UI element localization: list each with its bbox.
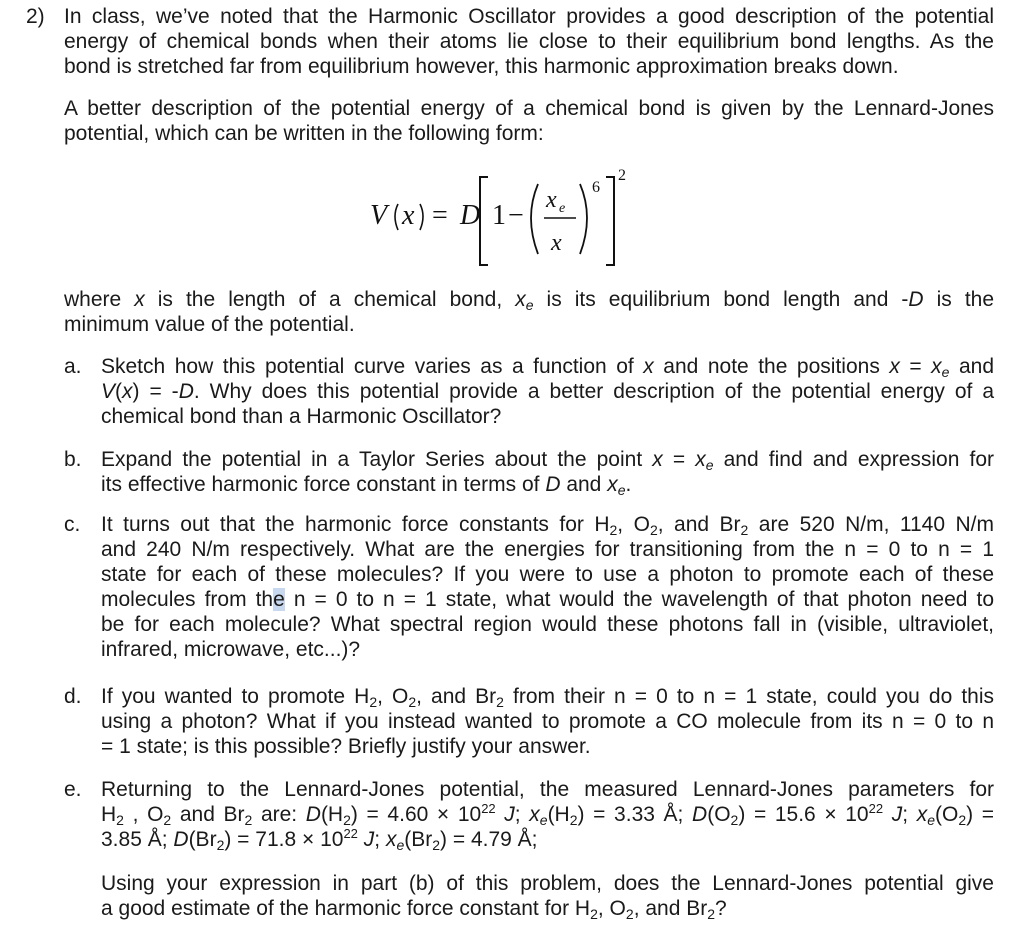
lennard-jones-equation — [370, 162, 700, 272]
svg-text:e: e — [559, 201, 566, 216]
svg-text:D: D — [460, 200, 481, 231]
svg-text:x: x — [402, 200, 415, 231]
svg-text:=: = — [432, 200, 448, 231]
part-c-line: It turns out that the harmonic force constants for $H_2$, $O_2$, and $Br_2$ are 520 N/m, 1140 N/m — [101, 513, 994, 538]
part-label: d. — [64, 685, 82, 708]
part-e-line: 3.85 Å; $D(Br_2) = 71.8 \times 10^{22}$ J; $x_e(Br_2) = 4.79$ Å; — [101, 826, 538, 853]
part-label: c. — [64, 513, 81, 536]
question-number: 2) — [26, 5, 45, 28]
svg-text:x: x — [546, 187, 557, 213]
part-c-body — [101, 512, 994, 662]
part-label: e. — [64, 778, 82, 801]
part-c-line: be for each molecule? What spectral region would these photons fall in (visible, ultraviolet, — [101, 613, 994, 636]
svg-text:1: 1 — [492, 200, 506, 231]
part-d-line: using a photon? What if you instead wanted to promote a CO molecule from its n = 0 to n — [101, 710, 994, 733]
text-cursor-highlight: e — [273, 588, 285, 611]
part-e-body — [101, 777, 994, 852]
lj-intro-line: potential, which can be written in the following form: — [64, 122, 544, 145]
where-line: where x is the length of a chemical bond, $x_e$ is its equilibrium bond length and -D is the — [64, 288, 995, 313]
part-e-followup-line: Using your expression in part (b) of this problem, does the Lennard-Jones potential give — [101, 872, 994, 895]
intro-line: In class, we’ve noted that the Harmonic Oscillator provides a good description of the potential — [64, 5, 994, 28]
part-label: a. — [64, 355, 82, 378]
part-a-line: chemical bond than a Harmonic Oscillator? — [101, 405, 502, 428]
part-d-line: = 1 state; is this possible? Briefly justify your answer. — [101, 735, 591, 758]
where-line: minimum value of the potential. — [64, 313, 355, 336]
part-a-line: Sketch how this potential curve varies as a function of x and note the positions $x = x_e$ and — [101, 355, 995, 380]
intro-line: bond is stretched far from equilibrium however, this harmonic approximation breaks down. — [64, 55, 899, 78]
part-a-line: V(x) = -D. Why does this potential provide a better description of the potential energy of a — [101, 380, 994, 403]
part-c-line: and 240 N/m respectively. What are the energies for transitioning from the n = 0 to n = 1 — [101, 538, 994, 561]
part-e-line: $H_2$ , $O_2$ and $Br_2$ are: $D(H_2) = 4.60 \times 10^{22}$ J; $x_e(H_2) = 3.33$ Å; $D(O_2) = 15.6 \times 10^{22}$ J; $x_e(O_2)$ = — [101, 801, 994, 828]
part-c-line: molecules from the n = 0 to n = 1 state, what would the wavelength of that photon need to — [101, 588, 994, 611]
svg-text:V: V — [370, 200, 388, 231]
svg-text:−: − — [508, 200, 524, 231]
intro-paragraph — [64, 4, 994, 79]
part-d-line: If you wanted to promote $H_2$, $O_2$, and $Br_2$ from their n = 0 to n = 1 state, could you do this — [101, 685, 994, 710]
part-label: b. — [64, 448, 82, 471]
part-d-body — [101, 684, 994, 759]
intro-line: energy of chemical bonds when their atoms lie close to their equilibrium bond lengths. As the — [64, 30, 994, 53]
part-c-line: infrared, microwave, etc...)? — [101, 638, 361, 661]
lj-intro-paragraph — [64, 96, 994, 146]
part-e-line: Returning to the Lennard-Jones potential, the measured Lennard-Jones parameters for — [101, 778, 994, 801]
part-e-followup — [101, 871, 994, 921]
part-a-body — [101, 354, 994, 429]
equation-graphic — [370, 162, 700, 272]
part-b-body — [101, 447, 994, 497]
svg-text:6: 6 — [592, 179, 600, 196]
where-paragraph — [64, 287, 994, 337]
svg-text:2: 2 — [618, 167, 626, 184]
part-b-line: its effective harmonic force constant in terms of D and $x_e$. — [101, 473, 632, 498]
lj-intro-line: A better description of the potential energy of a chemical bond is given by the Lennard-Jones — [64, 97, 994, 120]
part-b-line: Expand the potential in a Taylor Series about the point $x = x_e$ and find and expression for — [101, 448, 995, 473]
part-e-followup-line: a good estimate of the harmonic force constant for $H_2$, $O_2$, and $Br_2$? — [101, 897, 727, 922]
part-c-line: state for each of these molecules? If you were to use a photon to promote each of these — [101, 563, 994, 586]
svg-text:x: x — [551, 230, 562, 256]
